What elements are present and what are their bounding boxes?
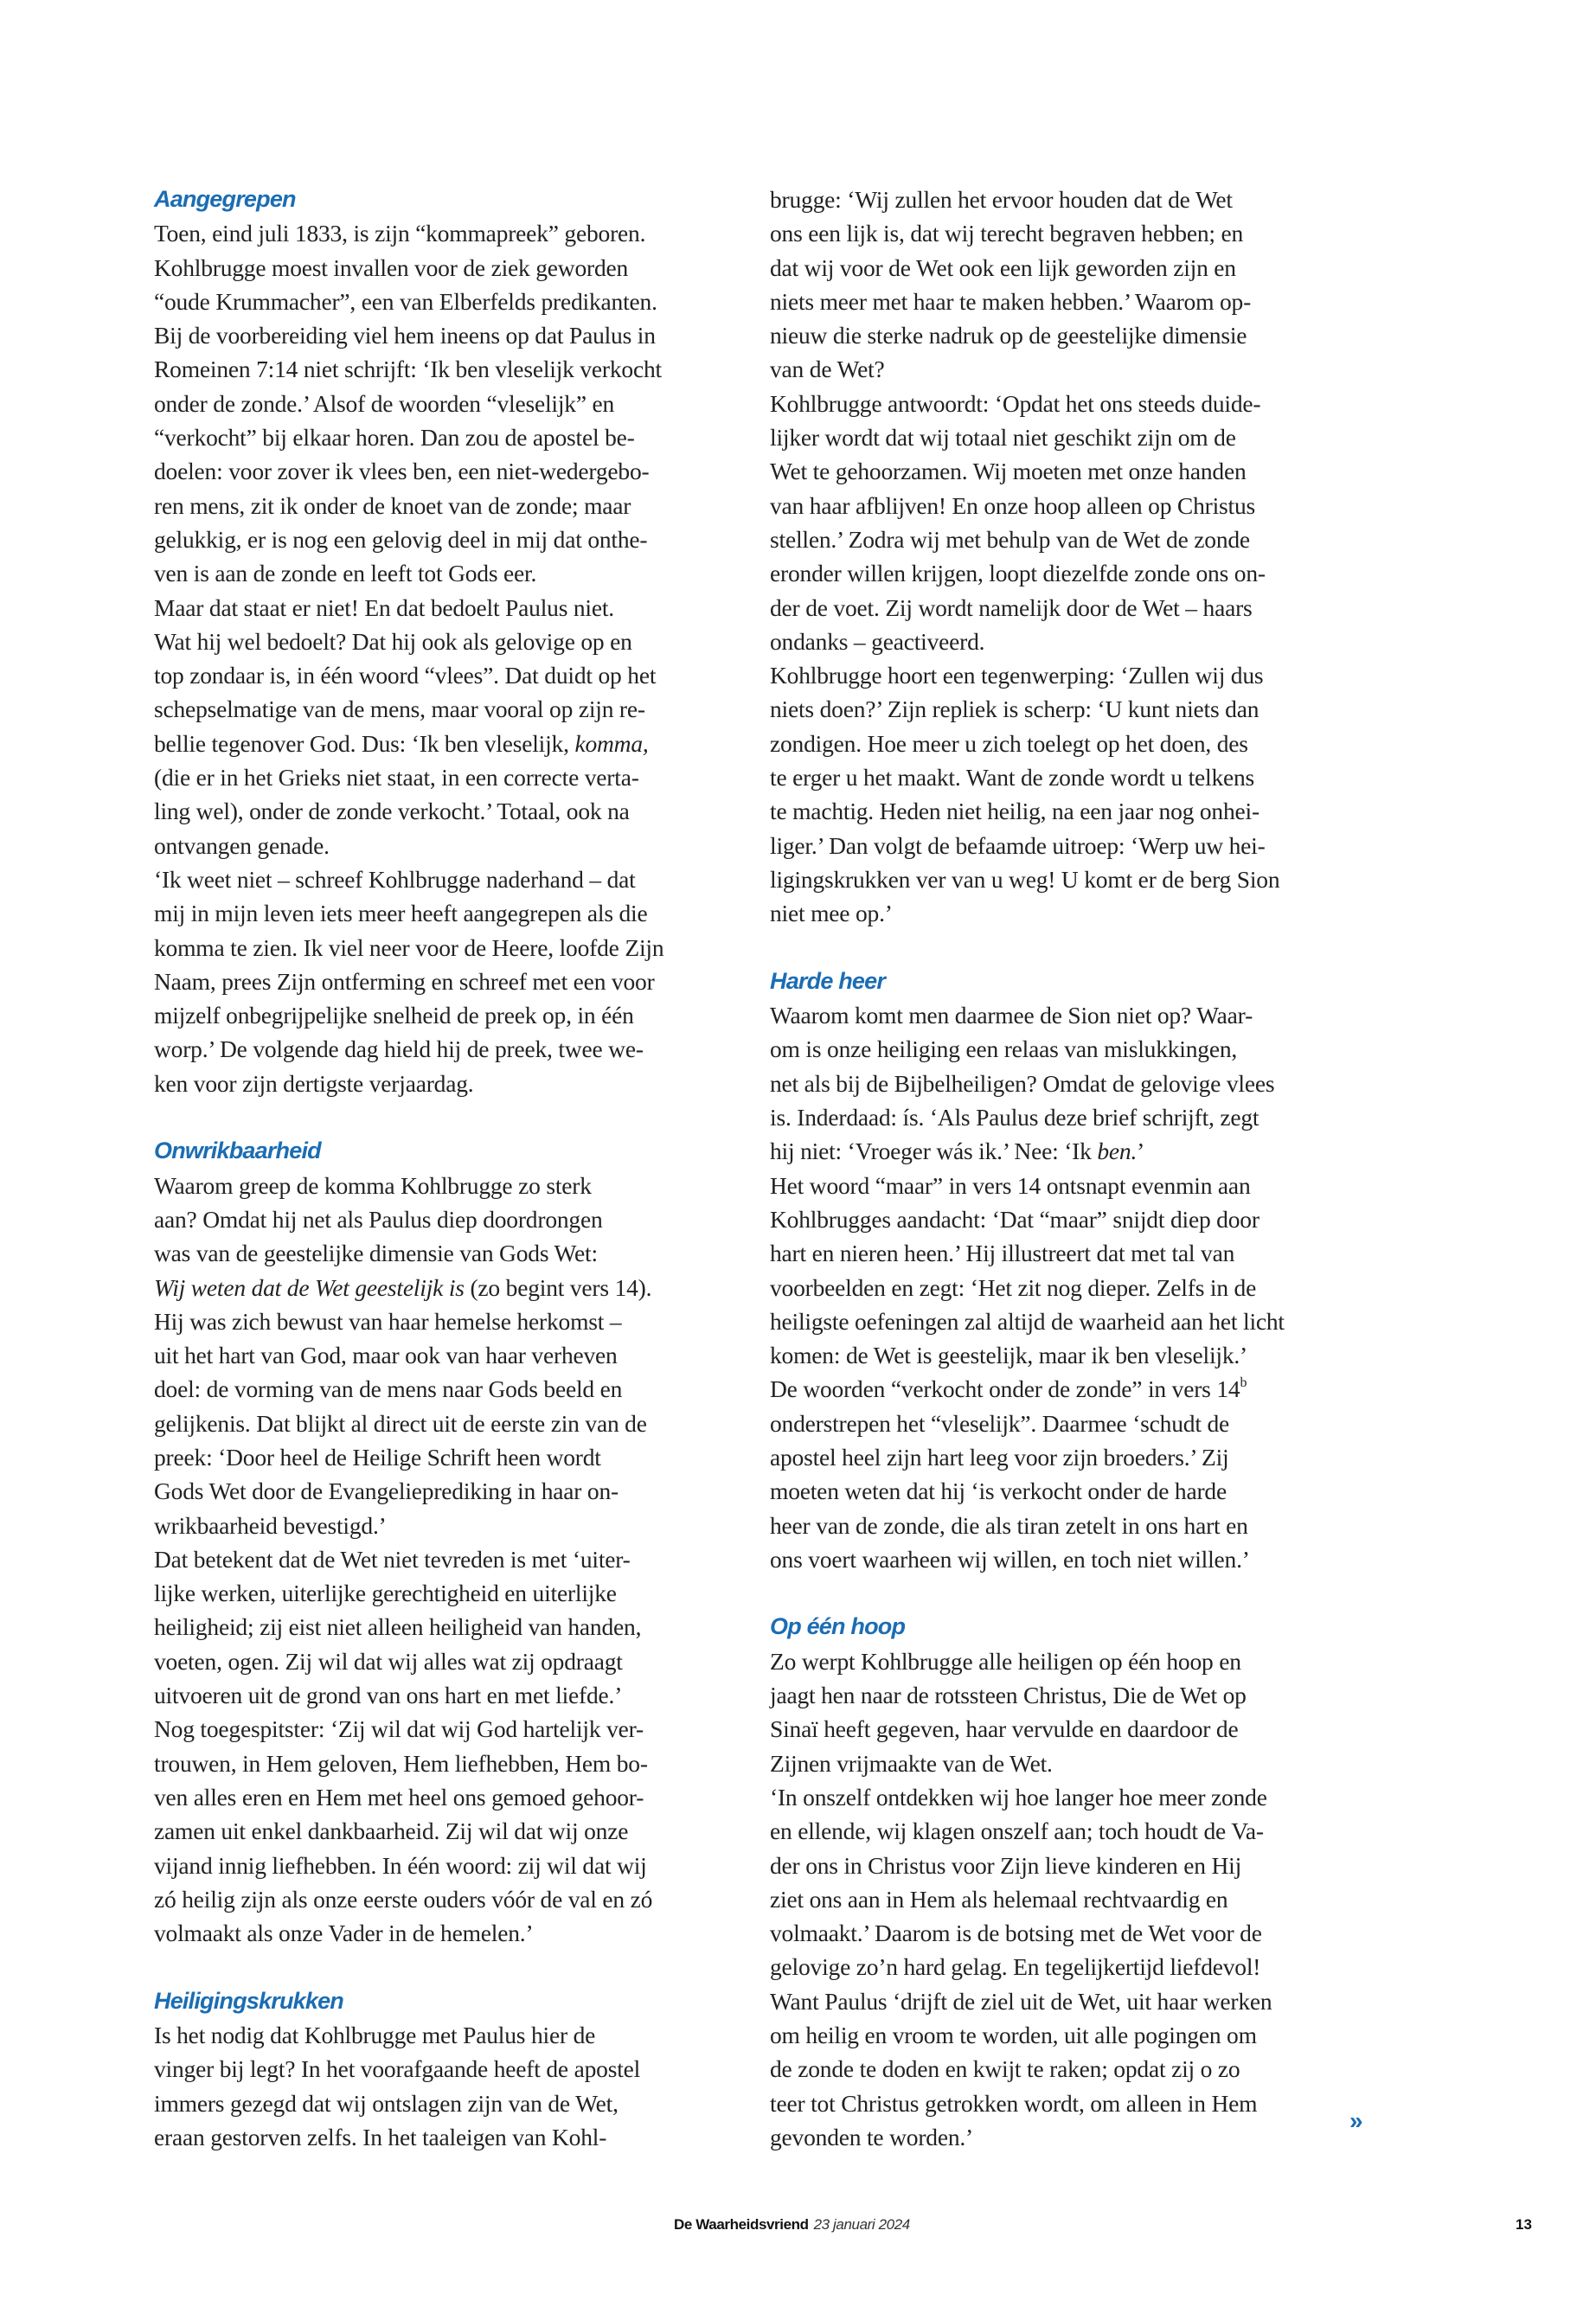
text-line: voorbeelden en zegt: ‘Het zit nog dieper. Zelfs in de (770, 1273, 1257, 1301)
text-line: liger.’ Dan volgt de befaamde uitroep: ‘Werp uw hei- (770, 831, 1266, 859)
text-line: Is het nodig dat Kohlbrugge met Paulus hier de (154, 2022, 596, 2049)
text-line: Zo werpt Kohlbrugge alle heiligen op één hoop en (770, 1647, 1241, 1675)
paragraph (770, 1644, 1358, 1780)
text-line: volmaakt.’ Daarom is de botsing met de Wet voor de (770, 1920, 1262, 1947)
text-line: Zijnen vrijmaakte van de Wet. (770, 1749, 1053, 1777)
text-line: was van de geestelijke dimensie van Gods Wet: (154, 1240, 598, 1267)
paragraph (770, 1169, 1358, 1373)
text-line: heiligste oefeningen zal altijd de waarheid aan het licht (770, 1307, 1285, 1335)
text-segment: De woorden “verkocht onder de zonde” in vers 14 (770, 1375, 1240, 1403)
superscript: b (1240, 1375, 1247, 1391)
section-spacer (770, 931, 1358, 965)
text-line: om is onze heiliging een relaas van mislukkingen, (770, 1035, 1238, 1063)
text-segment: bellie tegenover God. Dus: ‘Ik ben vleselijk, (154, 729, 575, 757)
text-line: van de Wet? (770, 356, 885, 383)
section-spacer (154, 1950, 742, 1984)
italic-text: Wij weten dat de Wet geestelijk is (154, 1273, 465, 1301)
text-line: moeten weten dat hij ‘is verkocht onder de harde (770, 1477, 1227, 1505)
text-line: “verkocht” bij elkaar horen. Dan zou de apostel be- (154, 424, 635, 452)
text-line: ven alles eren en Hem met heel ons gemoed gehoor- (154, 1783, 644, 1811)
publication-name: De Waarheidsvriend (674, 2216, 809, 2233)
paragraph (770, 387, 1358, 658)
paragraph (770, 183, 1358, 387)
text-line: Kohlbrugge antwoordt: ‘Opdat het ons steeds duide- (770, 389, 1261, 417)
text-line (770, 1134, 1358, 1168)
paragraph (770, 998, 1358, 1168)
text-line: ken voor zijn dertigste verjaardag. (154, 1069, 474, 1097)
text-line: hart en nieren heen.’ Hij illustreert dat met tal van (770, 1240, 1235, 1267)
text-line (154, 1271, 742, 1304)
text-line: ziet ons aan in Hem als helemaal rechtvaardig en (770, 1885, 1228, 1913)
text-line: heer van de zonde, die als tiran zetelt in ons hart en (770, 1511, 1248, 1539)
text-line: Kohlbrugge hoort een tegenwerping: ‘Zullen wij dus (770, 662, 1264, 689)
text-line: Gods Wet door de Evangelieprediking in haar on- (154, 1477, 619, 1505)
text-line: vijand innig liefhebben. In één woord: zij wil dat wij (154, 1851, 647, 1879)
text-line: Nog toegespitster: ‘Zij wil dat wij God hartelijk ver- (154, 1715, 644, 1743)
paragraph (154, 1542, 742, 1712)
text-line: immers gezegd dat wij ontslagen zijn van de Wet, (154, 2089, 619, 2117)
text-line: onderstrepen het “vleselijk”. Daarmee ‘schudt de (770, 1409, 1230, 1437)
section-spacer (770, 1576, 1358, 1610)
text-line (154, 727, 742, 760)
text-line: de zonde te doden en kwijt te raken; opdat zij o zo (770, 2055, 1240, 2083)
text-line: lijke werken, uiterlijke gerechtigheid en uiterlijke (154, 1580, 617, 1607)
text-segment: hij niet: ‘Vroeger wás ik.’ Nee: ‘Ik (770, 1138, 1098, 1165)
text-line: (die er in het Grieks niet staat, in een correcte verta- (154, 764, 639, 792)
text-line: Dat betekent dat de Wet niet tevreden is met ‘uiter- (154, 1545, 631, 1573)
text-line: mij in mijn leven iets meer heeft aangegrepen als die (154, 900, 648, 927)
section-heading: Onwrikbaarheid (154, 1138, 321, 1164)
text-line: niets doen?’ Zijn repliek is scherp: ‘U kunt niets dan (770, 695, 1259, 723)
text-line: voeten, ogen. Zij wil dat wij alles wat zij opdraagt (154, 1647, 623, 1675)
text-line: der de voet. Zij wordt namelijk door de Wet – haars (770, 593, 1253, 621)
text-line: en ellende, wij klagen onszelf aan; toch houdt de Va- (770, 1817, 1264, 1845)
page-footer (674, 2216, 910, 2234)
text-line: ligingskrukken ver van u weg! U komt er de berg Sion (770, 865, 1280, 893)
text-line: Wat hij wel bedoelt? Dat hij ook als gelovige op en (154, 627, 632, 655)
italic-text: komma, (574, 729, 649, 757)
text-line: om heilig en vroom te worden, uit alle pogingen om (770, 2022, 1257, 2049)
text-line: aan? Omdat hij net als Paulus diep doordrongen (154, 1205, 603, 1233)
text-line: ons voert waarheen wij willen, en toch niet willen.’ (770, 1545, 1250, 1573)
text-line: ondanks – geactiveerd. (770, 627, 985, 655)
text-line: Want Paulus ‘drijft de ziel uit de Wet, uit haar werken (770, 1987, 1272, 2015)
text-line: Waarom komt men daarmee de Sion niet op? Waar- (770, 1002, 1253, 1029)
section-heading: Harde heer (770, 967, 886, 994)
text-line: Wet te gehoorzamen. Wij moeten met onze handen (770, 458, 1247, 485)
text-line: uit het hart van God, maar ook van haar verheven (154, 1342, 618, 1369)
text-line: Kohlbrugge moest invallen voor de ziek geworden (154, 253, 629, 281)
text-line: net als bij de Bijbelheiligen? Omdat de gelovige vlees (770, 1069, 1275, 1097)
paragraph (770, 658, 1358, 930)
text-line: teer tot Christus getrokken wordt, om alleen in Hem (770, 2089, 1258, 2117)
text-line: ling wel), onder de zonde verkocht.’ Totaal, ook na (154, 798, 630, 825)
paragraph (154, 1169, 742, 1542)
text-line: Sinaï heeft gegeven, haar vervulde en daardoor de (770, 1715, 1239, 1743)
text-line: Naam, prees Zijn ontferming en schreef met een voor (154, 967, 655, 995)
text-line: Maar dat staat er niet! En dat bedoelt Paulus niet. (154, 593, 614, 621)
text-line: niet mee op.’ (770, 900, 893, 927)
paragraph (154, 1712, 742, 1950)
page-number: 13 (1516, 2216, 1532, 2233)
text-line: zondigen. Hoe meer u zich toelegt op het doen, des (770, 729, 1248, 757)
text-line: jaagt hen naar de rotssteen Christus, Die de Wet op (770, 1682, 1247, 1709)
text-line: preek: ‘Door heel de Heilige Schrift heen wordt (154, 1443, 601, 1471)
text-line: zó heilig zijn als onze eerste ouders vóór de val en zó (154, 1885, 653, 1913)
paragraph (770, 1372, 1358, 1576)
text-line: gelijkenis. Dat blijkt al direct uit de eerste zin van de (154, 1409, 647, 1437)
text-line: niets meer met haar te maken hebben.’ Waarom op- (770, 287, 1252, 315)
text-line: heiligheid; zij eist niet alleen heiligheid van handen, (154, 1613, 642, 1641)
text-line: Toen, eind juli 1833, is zijn “kommapreek” geboren. (154, 220, 646, 247)
section-heading: Heiligingskrukken (154, 1987, 343, 2014)
text-line: stellen.’ Zodra wij met behulp van de Wet de zonde (770, 525, 1250, 553)
text-line: brugge: ‘Wij zullen het ervoor houden dat de Wet (770, 186, 1233, 213)
text-line: schepselmatige van de mens, maar vooral op zijn re- (154, 695, 645, 723)
text-line (770, 1372, 1358, 1406)
section-heading: Op één hoop (770, 1613, 906, 1640)
text-line: eraan gestorven zelfs. In het taaleigen van Kohl- (154, 2123, 607, 2150)
paragraph (154, 862, 742, 1100)
text-line: vinger bij legt? In het voorafgaande heeft de apostel (154, 2055, 641, 2083)
text-line: komen: de Wet is geestelijk, maar ik ben vleselijk.’ (770, 1342, 1248, 1369)
paragraph (154, 2018, 742, 2154)
text-line: gevonden te worden.’ (770, 2123, 974, 2150)
text-line: komma te zien. Ik viel neer voor de Heere, loofde Zijn (154, 933, 664, 961)
text-line: gelovige zo’n hard gelag. En tegelijkertijd liefdevol! (770, 1953, 1261, 1981)
text-line: Hij was zich bewust van haar hemelse herkomst – (154, 1307, 622, 1335)
text-line: eronder willen krijgen, loopt diezelfde zonde ons on- (770, 560, 1266, 587)
article-column-right (770, 183, 1358, 2154)
text-line: wrikbaarheid bevestigd.’ (154, 1511, 387, 1539)
text-line: ‘Ik weet niet – schreef Kohlbrugge naderhand – dat (154, 865, 636, 893)
text-line: te erger u het maakt. Want de zonde wordt u telkens (770, 764, 1255, 792)
text-line: te machtig. Heden niet heilig, na een jaar nog onhei- (770, 798, 1259, 825)
text-line: trouwen, in Hem geloven, Hem liefhebben, Hem bo- (154, 1749, 648, 1777)
text-line: doel: de vorming van de mens naar Gods beeld en (154, 1375, 623, 1403)
text-line: zamen uit enkel dankbaarheid. Zij wil dat wij onze (154, 1817, 629, 1845)
text-line: ons een lijk is, dat wij terecht begraven hebben; en (770, 220, 1244, 247)
section-heading: Aangegrepen (154, 186, 296, 212)
text-line: Het woord “maar” in vers 14 ontsnapt evenmin aan (770, 1171, 1251, 1199)
text-line: gelukkig, er is nog een gelovig deel in mij dat onthe- (154, 525, 648, 553)
text-line: Waarom greep de komma Kohlbrugge zo sterk (154, 1171, 592, 1199)
text-line: top zondaar is, in één woord “vlees”. Dat duidt op het (154, 662, 657, 689)
text-line: worp.’ De volgende dag hield hij de preek, twee we- (154, 1035, 644, 1063)
text-line: ontvangen genade. (154, 831, 330, 859)
section-spacer (154, 1100, 742, 1134)
italic-text: ben. (1097, 1138, 1138, 1165)
text-line: ren mens, zit ik onder de knoet van de zonde; maar (154, 491, 631, 519)
continue-arrow-icon: » (1349, 2107, 1363, 2134)
paragraph (770, 1780, 1358, 2154)
text-line: uitvoeren uit de grond van ons hart en met liefde.’ (154, 1682, 623, 1709)
text-line: van haar afblijven! En onze hoop alleen op Christus (770, 491, 1256, 519)
text-line: Romeinen 7:14 niet schrijft: ‘Ik ben vleselijk verkocht (154, 356, 662, 383)
issue-date: 23 januari 2024 (813, 2216, 910, 2233)
text-line: onder de zonde.’ Alsof de woorden “vleselijk” en (154, 389, 615, 417)
text-line: doelen: voor zover ik vlees ben, een niet-wedergebo- (154, 458, 650, 485)
text-line: “oude Krummacher”, een van Elberfelds predikanten. (154, 287, 657, 315)
text-line: lijker wordt dat wij totaal niet geschikt zijn om de (770, 424, 1236, 452)
text-line: ven is aan de zonde en leeft tot Gods eer. (154, 560, 537, 587)
text-line: Kohlbrugges aandacht: ‘Dat “maar” snijdt diep door (770, 1205, 1259, 1233)
text-line: der ons in Christus voor Zijn lieve kinderen en Hij (770, 1851, 1242, 1879)
text-line: mijzelf onbegrijpelijke snelheid de preek op, in één (154, 1002, 634, 1029)
text-line: is. Inderdaad: ís. ‘Als Paulus deze brief schrijft, zegt (770, 1104, 1259, 1131)
article-column-left (154, 183, 742, 2154)
text-line: volmaakt als onze Vader in de hemelen.’ (154, 1920, 534, 1947)
text-line: ‘In onszelf ontdekken wij hoe langer hoe meer zonde (770, 1783, 1267, 1811)
text-line: nieuw die sterke nadruk op de geestelijke dimensie (770, 322, 1247, 349)
text-segment: ’ (1137, 1138, 1145, 1165)
text-line: apostel heel zijn hart leeg voor zijn broeders.’ Zij (770, 1443, 1229, 1471)
text-line: Bij de voorbereiding viel hem ineens op dat Paulus in (154, 322, 656, 349)
paragraph (154, 591, 742, 862)
paragraph (154, 216, 742, 590)
text-line: dat wij voor de Wet ook een lijk geworden zijn en (770, 253, 1236, 281)
text-segment: (zo begint vers 14). (464, 1273, 652, 1301)
